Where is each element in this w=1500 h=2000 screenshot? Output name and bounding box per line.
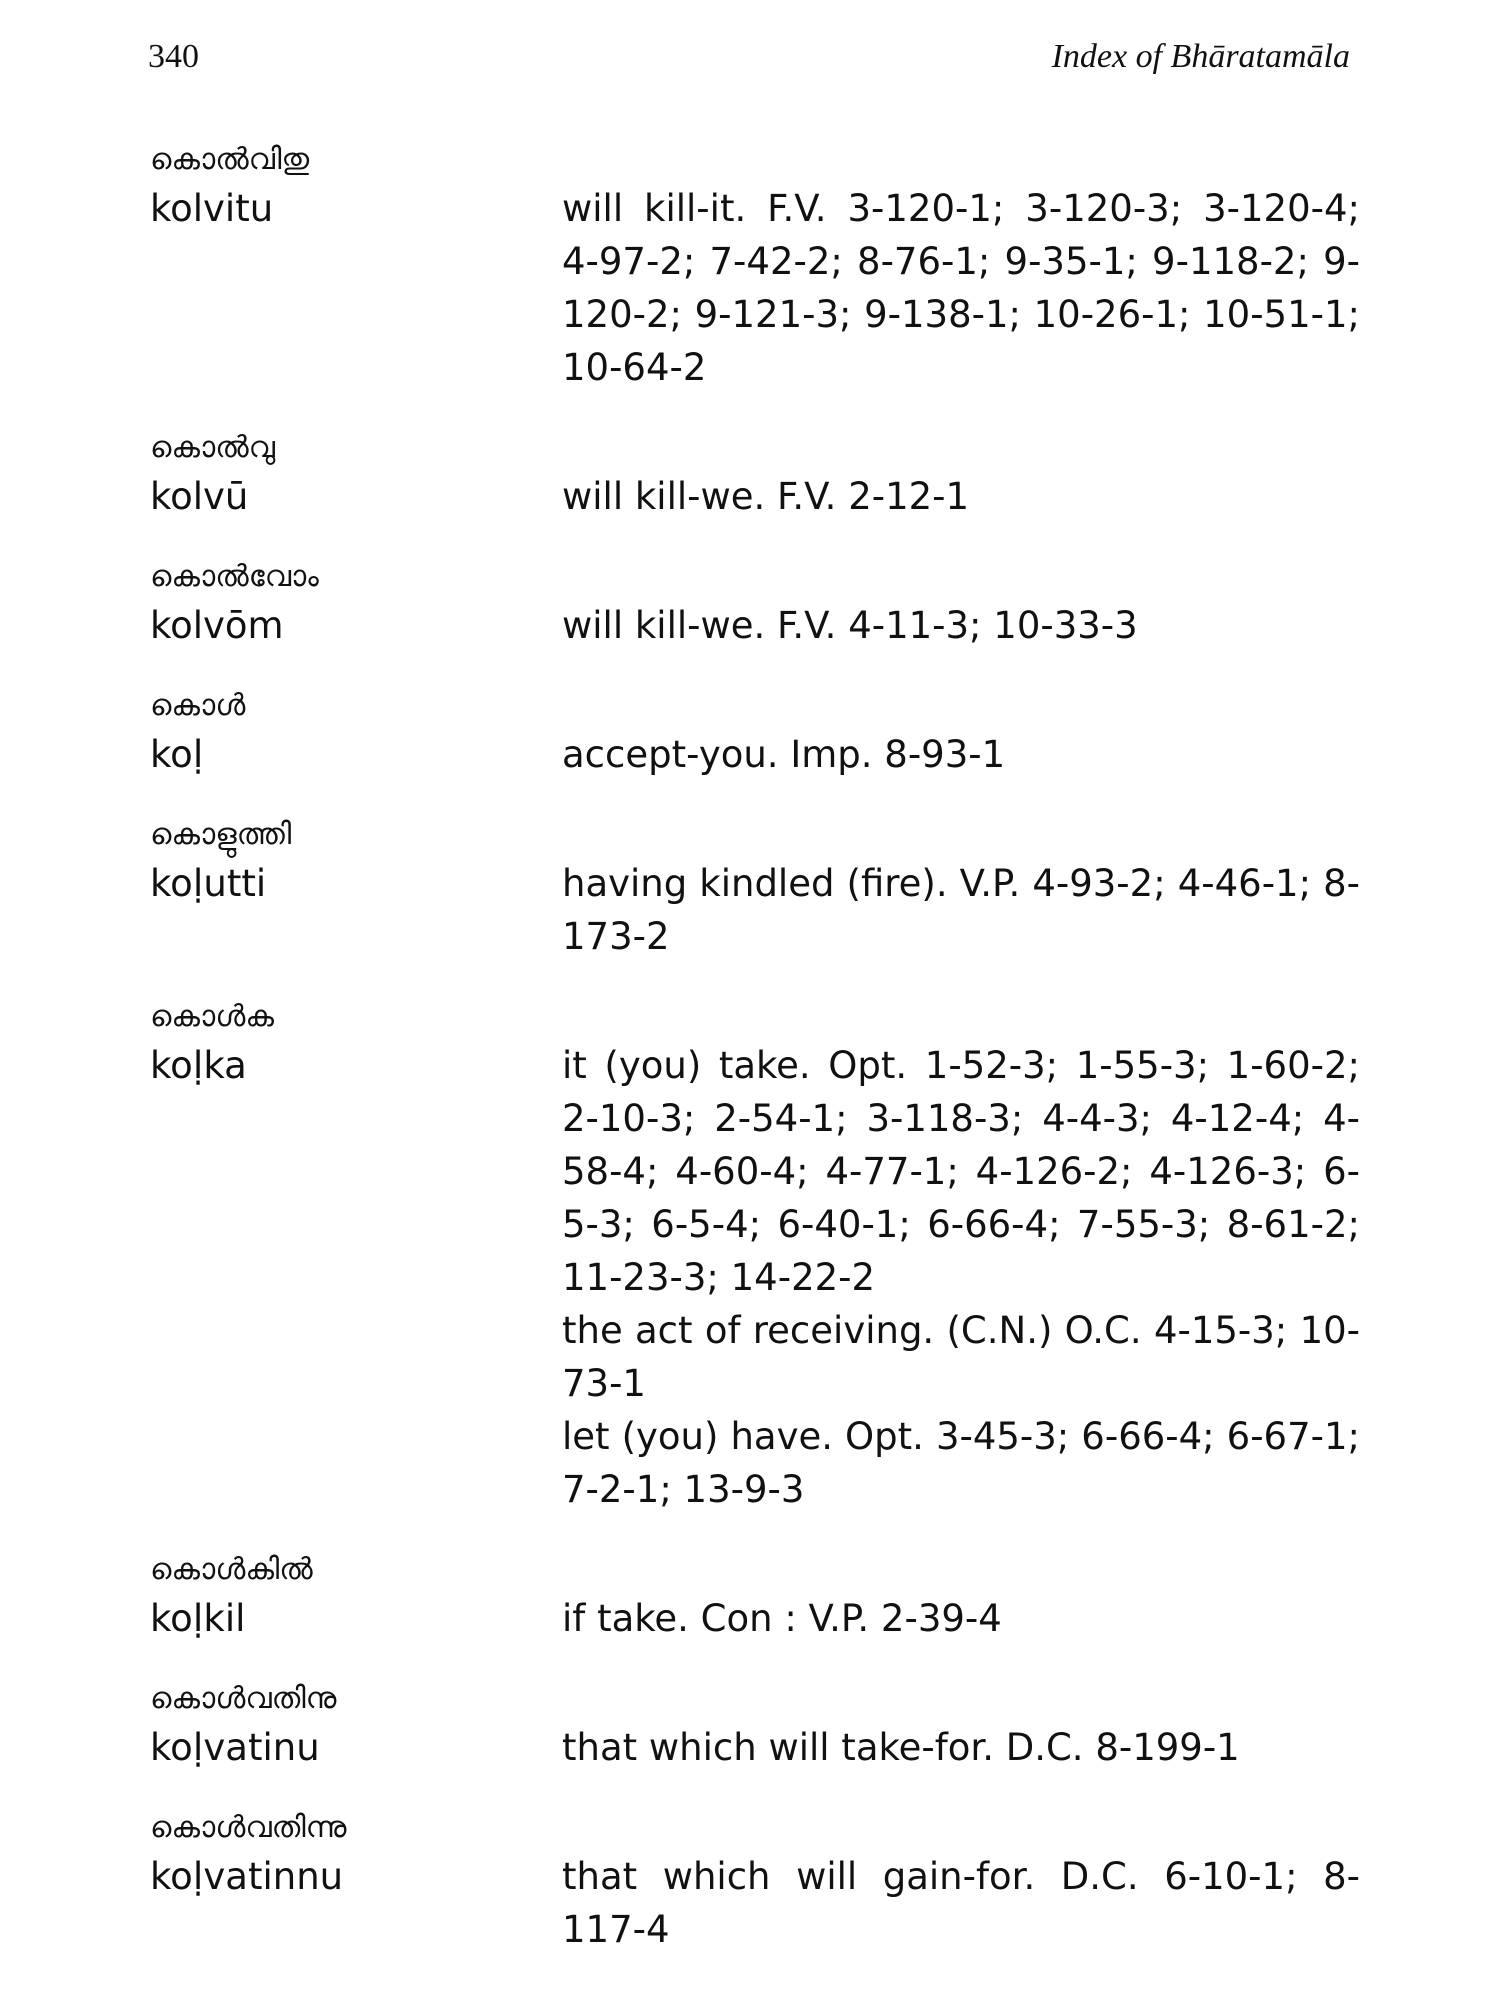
definition: will kill-we. F.V. 4-11-3; 10-33-3 — [562, 604, 1138, 647]
definition: that which will gain-for. D.C. 6-10-1; 8-117-4 — [562, 1855, 1360, 1951]
transliteration: kolvitu — [150, 187, 274, 230]
transliteration: koḷvatinu — [150, 1726, 320, 1769]
transliteration: koḷvatinnu — [150, 1855, 344, 1898]
definition: will kill-we. F.V. 2-12-1 — [562, 475, 970, 518]
page-number: 340 — [148, 38, 199, 75]
entry-row — [150, 857, 1360, 963]
index-entry — [150, 995, 1360, 1516]
entry-row — [150, 728, 1360, 781]
definitions — [562, 470, 1360, 523]
definitions — [562, 1039, 1360, 1516]
index-entry — [150, 684, 1360, 781]
malayalam-headword: കൊൾ — [150, 688, 246, 723]
transliteration: koḷkil — [150, 1597, 246, 1640]
malayalam-headword: കൊൾകിൽ — [150, 1552, 313, 1587]
definitions — [562, 1850, 1360, 1956]
definition: accept-you. Imp. 8-93-1 — [562, 733, 1006, 776]
malayalam-headword: കൊൽവിതു — [150, 142, 310, 177]
index-entries — [150, 138, 1360, 1988]
index-entry — [150, 138, 1360, 394]
index-entry — [150, 1548, 1360, 1645]
transliteration: koḷ — [150, 733, 204, 776]
malayalam-headword: കൊൾക — [150, 999, 274, 1034]
index-entry — [150, 1677, 1360, 1774]
index-entry — [150, 426, 1360, 523]
definition: the act of receiving. (C.N.) O.C. 4-15-3; 10-73-1 — [562, 1309, 1360, 1405]
transliteration: kolvū — [150, 475, 249, 518]
definitions — [562, 599, 1360, 652]
entry-row — [150, 182, 1360, 394]
index-entry — [150, 1806, 1360, 1956]
definition: let (you) have. Opt. 3-45-3; 6-66-4; 6-67-1; 7-2-1; 13-9-3 — [562, 1415, 1360, 1511]
definitions — [562, 728, 1360, 781]
definition: will kill-it. F.V. 3-120-1; 3-120-3; 3-120-4; 4-97-2; 7-42-2; 8-76-1; 9-35-1; 9-118-2; 9-120-2; 9-121-3; 9-138-1; 10-26-1; 10-51-1; 10-64-2 — [562, 187, 1360, 389]
malayalam-headword: കൊൽവു — [150, 430, 275, 465]
transliteration: koḷutti — [150, 862, 267, 905]
entry-row — [150, 1850, 1360, 1956]
definitions — [562, 1721, 1360, 1774]
definition: it (you) take. Opt. 1-52-3; 1-55-3; 1-60-2; 2-10-3; 2-54-1; 3-118-3; 4-4-3; 4-12-4; 4-58-4; 4-60-4; 4-77-1; 4-126-2; 4-126-3; 6-5-3; 6-5-4; 6-40-1; 6-66-4; 7-55-3; 8-61-2; 11-23-3; 14-22-2 — [562, 1044, 1360, 1299]
running-head: Index of Bhāratamāla — [1051, 38, 1350, 75]
malayalam-headword: കൊൽവോം — [150, 559, 319, 594]
index-entry — [150, 813, 1360, 963]
definitions — [562, 857, 1360, 963]
transliteration: koḷka — [150, 1044, 247, 1087]
index-entry — [150, 555, 1360, 652]
definitions — [562, 1592, 1360, 1645]
transliteration: kolvōm — [150, 604, 284, 647]
definition: having kindled (fire). V.P. 4-93-2; 4-46-1; 8-173-2 — [562, 862, 1360, 958]
entry-row — [150, 1721, 1360, 1774]
entry-row — [150, 470, 1360, 523]
definitions — [562, 182, 1360, 394]
entry-row — [150, 599, 1360, 652]
malayalam-headword: കൊൾവതിന്നു — [150, 1810, 347, 1845]
malayalam-headword: കൊൾവതിനു — [150, 1681, 337, 1716]
entry-row — [150, 1039, 1360, 1516]
malayalam-headword: കൊളുത്തി — [150, 817, 292, 852]
entry-row — [150, 1592, 1360, 1645]
definition: if take. Con : V.P. 2-39-4 — [562, 1597, 1002, 1640]
definition: that which will take-for. D.C. 8-199-1 — [562, 1726, 1240, 1769]
